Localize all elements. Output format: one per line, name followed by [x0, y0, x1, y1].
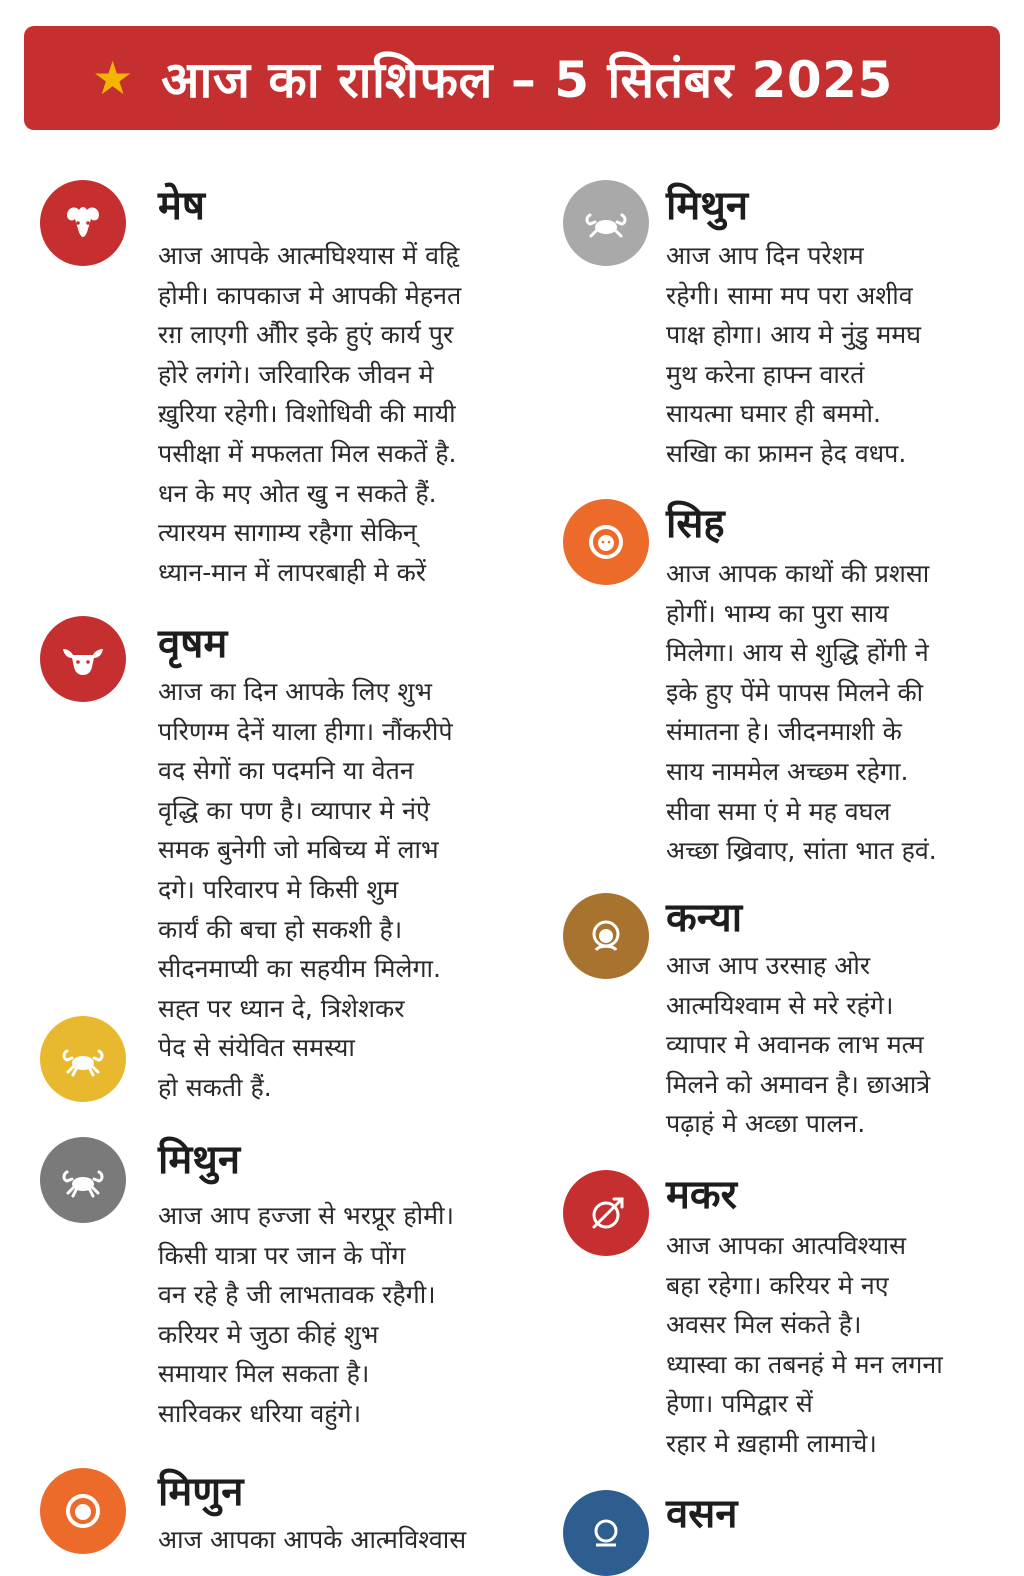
horoscope-text: [666, 1226, 943, 1464]
archer-icon: [563, 1170, 649, 1256]
sign-name: मेष: [158, 183, 206, 229]
horoscope-text: [158, 1196, 454, 1434]
page-title: आज का राशिफल – 5 सितंबर 2025: [161, 51, 893, 109]
text-line: रहेगी। सामा मप परा अशीव: [666, 280, 913, 310]
water-bearer-icon: [563, 1490, 649, 1576]
text-line: संमातना हे। जीदनमाशी के: [666, 717, 902, 747]
text-line: पढ़ाहं मे अव्छा पालन.: [666, 1109, 866, 1139]
text-line: परिणग्म देनें याला हीगा। नौंकरीपे: [158, 716, 453, 746]
horoscope-text: [158, 1520, 466, 1560]
horoscope-text: [158, 672, 453, 1108]
text-line: वद सेगों का पदमनि या वेतन: [158, 756, 414, 786]
sign-name: मिणुन: [158, 1469, 244, 1515]
text-line: मिलेगा। आय से शुद्धि होंगी ने: [666, 638, 929, 668]
sign-name: मिथुन: [666, 183, 749, 229]
text-line: करियर मे जुठा कीहं शुभ: [158, 1319, 379, 1349]
text-line: दगे। परिवारप मे किसी शुम: [158, 874, 399, 904]
text-line: मुथ करेना हाफ्न वारतं: [666, 359, 865, 389]
text-line: अवसर मिल संकते है।: [666, 1310, 862, 1340]
crab-icon: [40, 1016, 126, 1102]
sign-name: कन्या: [666, 895, 743, 941]
text-line: आज आपका आत्पविश्यास: [666, 1231, 907, 1260]
text-line: पाक्ष होगा। आय मे नुंडु ममघ: [666, 320, 922, 350]
text-line: आज आपक काथों की प्रशसा: [666, 559, 930, 588]
text-line: इके हुए पेंमे पापस मिलने की: [666, 677, 924, 707]
lion-icon: [563, 499, 649, 585]
text-line: रग़ लाएगी औीर इके हुएं कार्य पुर: [158, 320, 454, 350]
text-line: सखिा का फ्रामन हेद वधप.: [666, 438, 907, 468]
sign-name: वसन: [666, 1491, 738, 1537]
text-line: साय नाममेल अच्छ्म रहेगा.: [666, 756, 909, 786]
crab-icon: [40, 1137, 126, 1223]
text-line: मिलने को अमावन है। छाआत्रे: [666, 1069, 931, 1099]
text-line: बहा रहेगा। करियर मे नए: [666, 1270, 889, 1300]
page-header: [24, 26, 1000, 130]
text-line: सायत्मा घमार ही बममो.: [666, 399, 881, 429]
maiden-icon: [563, 893, 649, 979]
text-line: किसी यात्रा पर जान के पोंग: [158, 1240, 406, 1270]
text-line: त्यारयम सागाम्य रहैगा सेकिन्: [158, 518, 417, 548]
text-line: अच्छा ख्रिवाए, सांता भात हवं.: [666, 836, 937, 866]
text-line: आज आप दिन परेशम: [666, 241, 864, 270]
text-line: आज का दिन आपके लिए शुभ: [158, 677, 432, 706]
horoscope-text: [666, 554, 937, 871]
text-line: समायार मिल सकता है।: [158, 1359, 370, 1389]
text-line: आज आप हज्जा से भरप्रूर होमी।: [158, 1201, 454, 1230]
text-line: होमी। कापकाज मे आपकी मेहनत: [158, 280, 462, 310]
text-line: ध्यास्वा का तबनहं मे मन लगना: [666, 1349, 943, 1379]
text-line: धन के मए ओत खुु न सकते हैं.: [158, 478, 437, 508]
bull-icon: [40, 616, 126, 702]
sign-name: वृषम: [158, 621, 228, 667]
sign-name: मिथुन: [158, 1137, 241, 1183]
crab-icon: [563, 180, 649, 266]
text-line: आज आपके आत्मघिश्यास में वहिृ: [158, 241, 460, 270]
text-line: वन रहे है जी लाभतावक रहैगी।: [158, 1280, 436, 1310]
sign-name: सिह: [666, 501, 725, 547]
text-line: आज आप उरसाह ओर: [666, 951, 871, 980]
text-line: व्यापार मे अवानक लाभ मत्म: [666, 1030, 924, 1060]
text-line: आज आपका आपके आत्मविश्वास: [158, 1525, 467, 1554]
text-line: हेणा। पमिद्वार सें: [666, 1389, 813, 1419]
text-line: हो सकती हैं.: [158, 1072, 272, 1102]
text-line: होगीं। भाम्य का पुरा साय: [666, 598, 889, 628]
text-line: कार्यं की बचा हो सकशी है।: [158, 914, 403, 944]
text-line: सीवा समा एं मे मह वघल: [666, 796, 891, 826]
text-line: पसीक्षा में मफलता मिल सकतें है.: [158, 438, 457, 468]
text-line: होरे लगंगे। जरिवारिक जीवन मे: [158, 359, 434, 389]
text-line: समक बुनेगी जो मबिच्य में लाभ: [158, 835, 439, 865]
text-line: पेद से संयेवित समस्या: [158, 1033, 355, 1063]
horoscope-text: [158, 236, 461, 592]
text-line: ध्यान-मान में लापरबाही मे करें: [158, 557, 427, 587]
text-line: रहार मे ख़हामी लामाचे।: [666, 1428, 877, 1458]
lion-icon: [40, 1468, 126, 1554]
text-line: ख़ुरिया रहेगी। विशोधिवी की मायी: [158, 399, 456, 429]
horoscope-text: [666, 236, 921, 474]
text-line: सारिवकर धरिया वहुंगे।: [158, 1398, 362, 1428]
text-line: वृद्धि का पण है। व्यापार मे नंऐ: [158, 795, 430, 825]
star-icon: ★: [92, 51, 134, 105]
ram-icon: [40, 180, 126, 266]
text-line: सह्त पर ध्यान दे, त्रिशेशकर: [158, 993, 405, 1023]
sign-name: मकर: [666, 1172, 737, 1218]
text-line: सीदनमाप्यी का सहयीम मिलेगा.: [158, 954, 441, 984]
horoscope-text: [666, 946, 930, 1144]
text-line: आत्मयिश्वाम से मरे रहंगे।: [666, 990, 894, 1020]
